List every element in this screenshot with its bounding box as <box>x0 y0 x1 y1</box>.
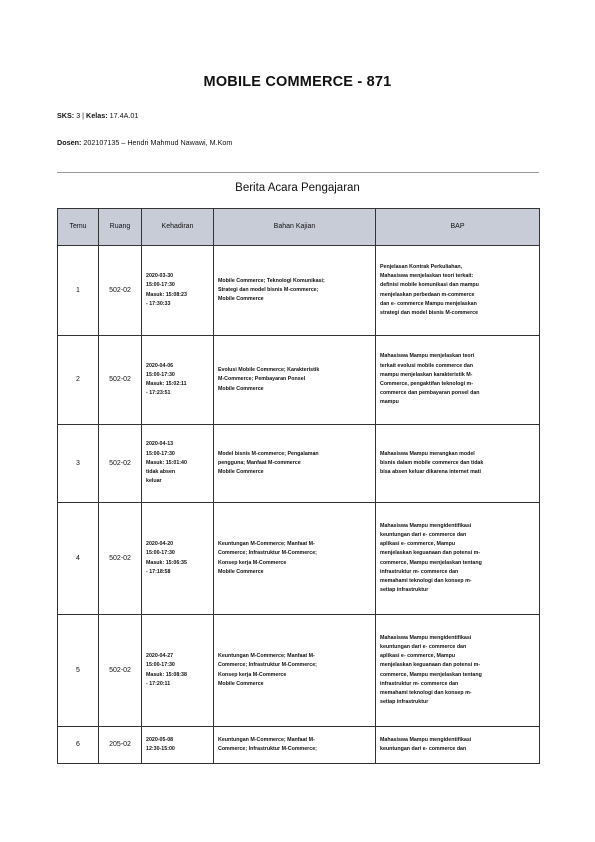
cell-temu: 4 <box>58 503 99 615</box>
cell-bahan-kajian: Mobile Commerce; Teknologi Komunikasi; Strategi dan model bisnis M-commerce; Mobile Commerce <box>214 246 376 336</box>
cell-ruang: 502-02 <box>99 503 142 615</box>
cell-bap: Penjelasan Kontrak Perkuliahan, Mahasiswa menjelaskan teori terkait: definisi mobile komunikasi dan mampu menjelaskan perbedaan m-commerce dan e- commerce Mampu menjelaskan strategi dan model bisnis M-commerce <box>376 246 540 336</box>
table-row <box>58 503 540 615</box>
cell-temu: 2 <box>58 336 99 425</box>
cell-kehadiran: 2020-04-13 15:00-17:30 Masuk: 15:01:40 tidak absen keluar <box>142 425 214 503</box>
cell-bap: Mahasiswa Mampu merangkan model bisnis dalam mobile commerce dan tidak bisa absen keluar dikarena internet mati <box>376 425 540 503</box>
cell-temu: 6 <box>58 727 99 764</box>
cell-kehadiran: 2020-04-27 15:00-17:30 Masuk: 15:08:38 - 17:20:11 <box>142 615 214 727</box>
cell-kehadiran: 2020-03-30 15:00-17:30 Masuk: 15:08:23 - 17:30:33 <box>142 246 214 336</box>
kelas-label: Kelas: <box>86 111 108 120</box>
table-row <box>58 246 540 336</box>
cell-kehadiran: 2020-04-06 15:00-17:30 Masuk: 15:02:11 - 17:23:51 <box>142 336 214 425</box>
header-bap: BAP <box>376 209 540 246</box>
cell-ruang: 502-02 <box>99 246 142 336</box>
cell-bahan-kajian: Keuntungan M-Commerce; Manfaat M- Commerce; Infrastruktur M-Commerce; Konsep kerja M-Commerce Mobile Commerce <box>214 615 376 727</box>
cell-ruang: 502-02 <box>99 615 142 727</box>
cell-kehadiran: 2020-05-08 12:30-15:00 <box>142 727 214 764</box>
cell-ruang: 502-02 <box>99 336 142 425</box>
table-row <box>58 615 540 727</box>
header-ruang: Ruang <box>99 209 142 246</box>
lecturer-line <box>57 138 232 147</box>
cell-temu: 3 <box>58 425 99 503</box>
kelas-value: 17.4A.01 <box>109 111 139 120</box>
bap-table <box>57 208 540 764</box>
page-title: MOBILE COMMERCE - 871 <box>203 74 392 90</box>
header-temu: Temu <box>58 209 99 246</box>
cell-bahan-kajian: Evolusi Mobile Commerce; Karakteristik M-Commerce; Pembayaran Ponsel Mobile Commerce <box>214 336 376 425</box>
table-row <box>58 336 540 425</box>
divider <box>57 172 539 173</box>
section-title: Berita Acara Pengajaran <box>235 182 360 194</box>
sks-label: SKS: <box>57 111 75 120</box>
table-row <box>58 727 540 764</box>
cell-bahan-kajian: Keuntungan M-Commerce; Manfaat M- Commerce; Infrastruktur M-Commerce; <box>214 727 376 764</box>
sks-value: 3 | <box>76 111 87 120</box>
cell-bap: Mahasiswa Mampu mengidentifikasi keuntungan dari e- commerce dan <box>376 727 540 764</box>
header-kehadiran: Kehadiran <box>142 209 214 246</box>
table-row <box>58 425 540 503</box>
cell-bahan-kajian: Keuntungan M-Commerce; Manfaat M- Commerce; Infrastruktur M-Commerce; Konsep kerja M-Commerce Mobile Commerce <box>214 503 376 615</box>
dosen-label: Dosen: <box>57 138 82 147</box>
course-info-line <box>57 111 138 120</box>
cell-ruang: 502-02 <box>99 425 142 503</box>
cell-bap: Mahasiswa Mampu menjelaskan teori terkait evolusi mobile commerce dan mampu menjelaskan karakteristik M- Commerce, pengaktifan teknologi m- commerce dan pembayaran ponsel dan mampu <box>376 336 540 425</box>
cell-kehadiran: 2020-04-20 15:00-17:30 Masuk: 15:06:35 - 17:18:58 <box>142 503 214 615</box>
cell-ruang: 205-02 <box>99 727 142 764</box>
dosen-value: 202107135 – Hendri Mahmud Nawawi, M.Kom <box>83 138 233 147</box>
cell-bap: Mahasiswa Mampu mengidentifikasi keuntungan dari e- commerce dan aplikasi e- commerce, Mampu menjelaskan keguanaan dan potensi m- commerce, Mampu menjelaskan tentang infrastruktur m- commerce dan memahami teknologi dan konsep m- setiap infrastruktur <box>376 615 540 727</box>
cell-temu: 5 <box>58 615 99 727</box>
cell-temu: 1 <box>58 246 99 336</box>
cell-bap: Mahasiswa Mampu mengidentifikasi keuntungan dari e- commerce dan aplikasi e- commerce, Mampu menjelaskan keguanaan dan potensi m- commerce, Mampu menjelaskan tentang infrastruktur m- commerce dan memahami teknologi dan konsep m- setiap infrastruktur <box>376 503 540 615</box>
cell-bahan-kajian: Model bisnis M-commerce; Pengalaman pengguna; Manfaat M-commerce Mobile Commerce <box>214 425 376 503</box>
header-bahan-kajian: Bahan Kajian <box>214 209 376 246</box>
table-header-row <box>58 209 540 246</box>
